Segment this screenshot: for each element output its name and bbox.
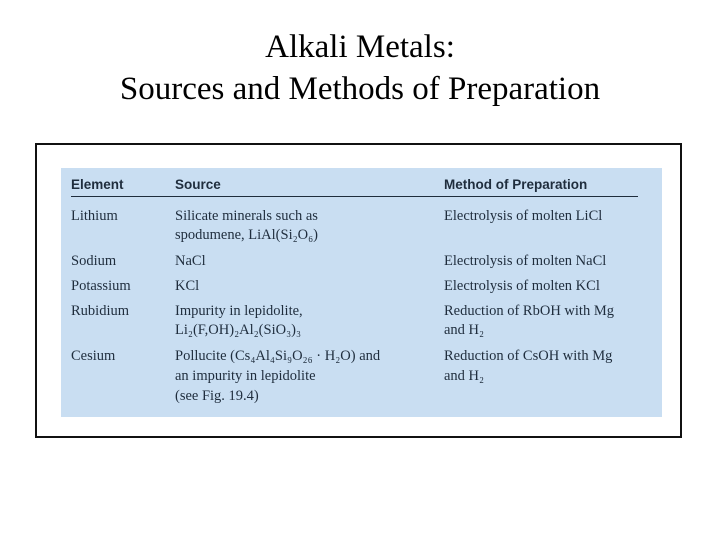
title-line-1: Alkali Metals: bbox=[265, 29, 455, 65]
header-method: Method of Preparation bbox=[444, 177, 588, 192]
row-sodium-source: NaCl bbox=[175, 253, 206, 269]
row-sodium-element: Sodium bbox=[71, 253, 117, 269]
row-potassium-method: Electrolysis of molten KCl bbox=[444, 278, 600, 294]
row-cesium-method-line2: and H₂ bbox=[444, 368, 485, 384]
row-cesium-method-line1: Reduction of CsOH with Mg bbox=[444, 348, 613, 364]
header-source: Source bbox=[175, 177, 221, 192]
header-element: Element bbox=[71, 177, 124, 192]
row-cesium-source-line1: Pollucite (Cs₄Al₄Si₉O₂₆ · H₂O) and bbox=[175, 348, 381, 364]
row-potassium-element: Potassium bbox=[71, 278, 131, 294]
row-lithium-source-line2: spodumene, LiAl(Si₂O₆) bbox=[175, 227, 319, 243]
table-figure-frame bbox=[35, 143, 682, 438]
row-potassium-source: KCl bbox=[175, 278, 200, 294]
row-lithium-method: Electrolysis of molten LiCl bbox=[444, 208, 603, 224]
header-divider bbox=[71, 196, 638, 197]
row-rubidium-source-line2: Li₂(F,OH)₂Al₂(SiO₃)₃ bbox=[175, 322, 302, 338]
row-cesium-source-line2: an impurity in lepidolite bbox=[175, 368, 316, 384]
row-cesium-source-line3: (see Fig. 19.4) bbox=[175, 388, 259, 404]
row-rubidium-source-line1: Impurity in lepidolite, bbox=[175, 303, 303, 319]
row-sodium-method: Electrolysis of molten NaCl bbox=[444, 253, 607, 269]
row-rubidium-method-line2: and H₂ bbox=[444, 322, 485, 338]
title-line-2: Sources and Methods of Preparation bbox=[119, 71, 601, 107]
alkali-metals-table bbox=[61, 168, 662, 417]
row-rubidium-method-line1: Reduction of RbOH with Mg bbox=[444, 303, 614, 319]
row-lithium-element: Lithium bbox=[71, 208, 118, 224]
row-cesium-element: Cesium bbox=[71, 348, 116, 364]
row-lithium-source-line1: Silicate minerals such as bbox=[175, 208, 318, 224]
row-rubidium-element: Rubidium bbox=[71, 303, 130, 319]
slide-title bbox=[0, 26, 720, 110]
